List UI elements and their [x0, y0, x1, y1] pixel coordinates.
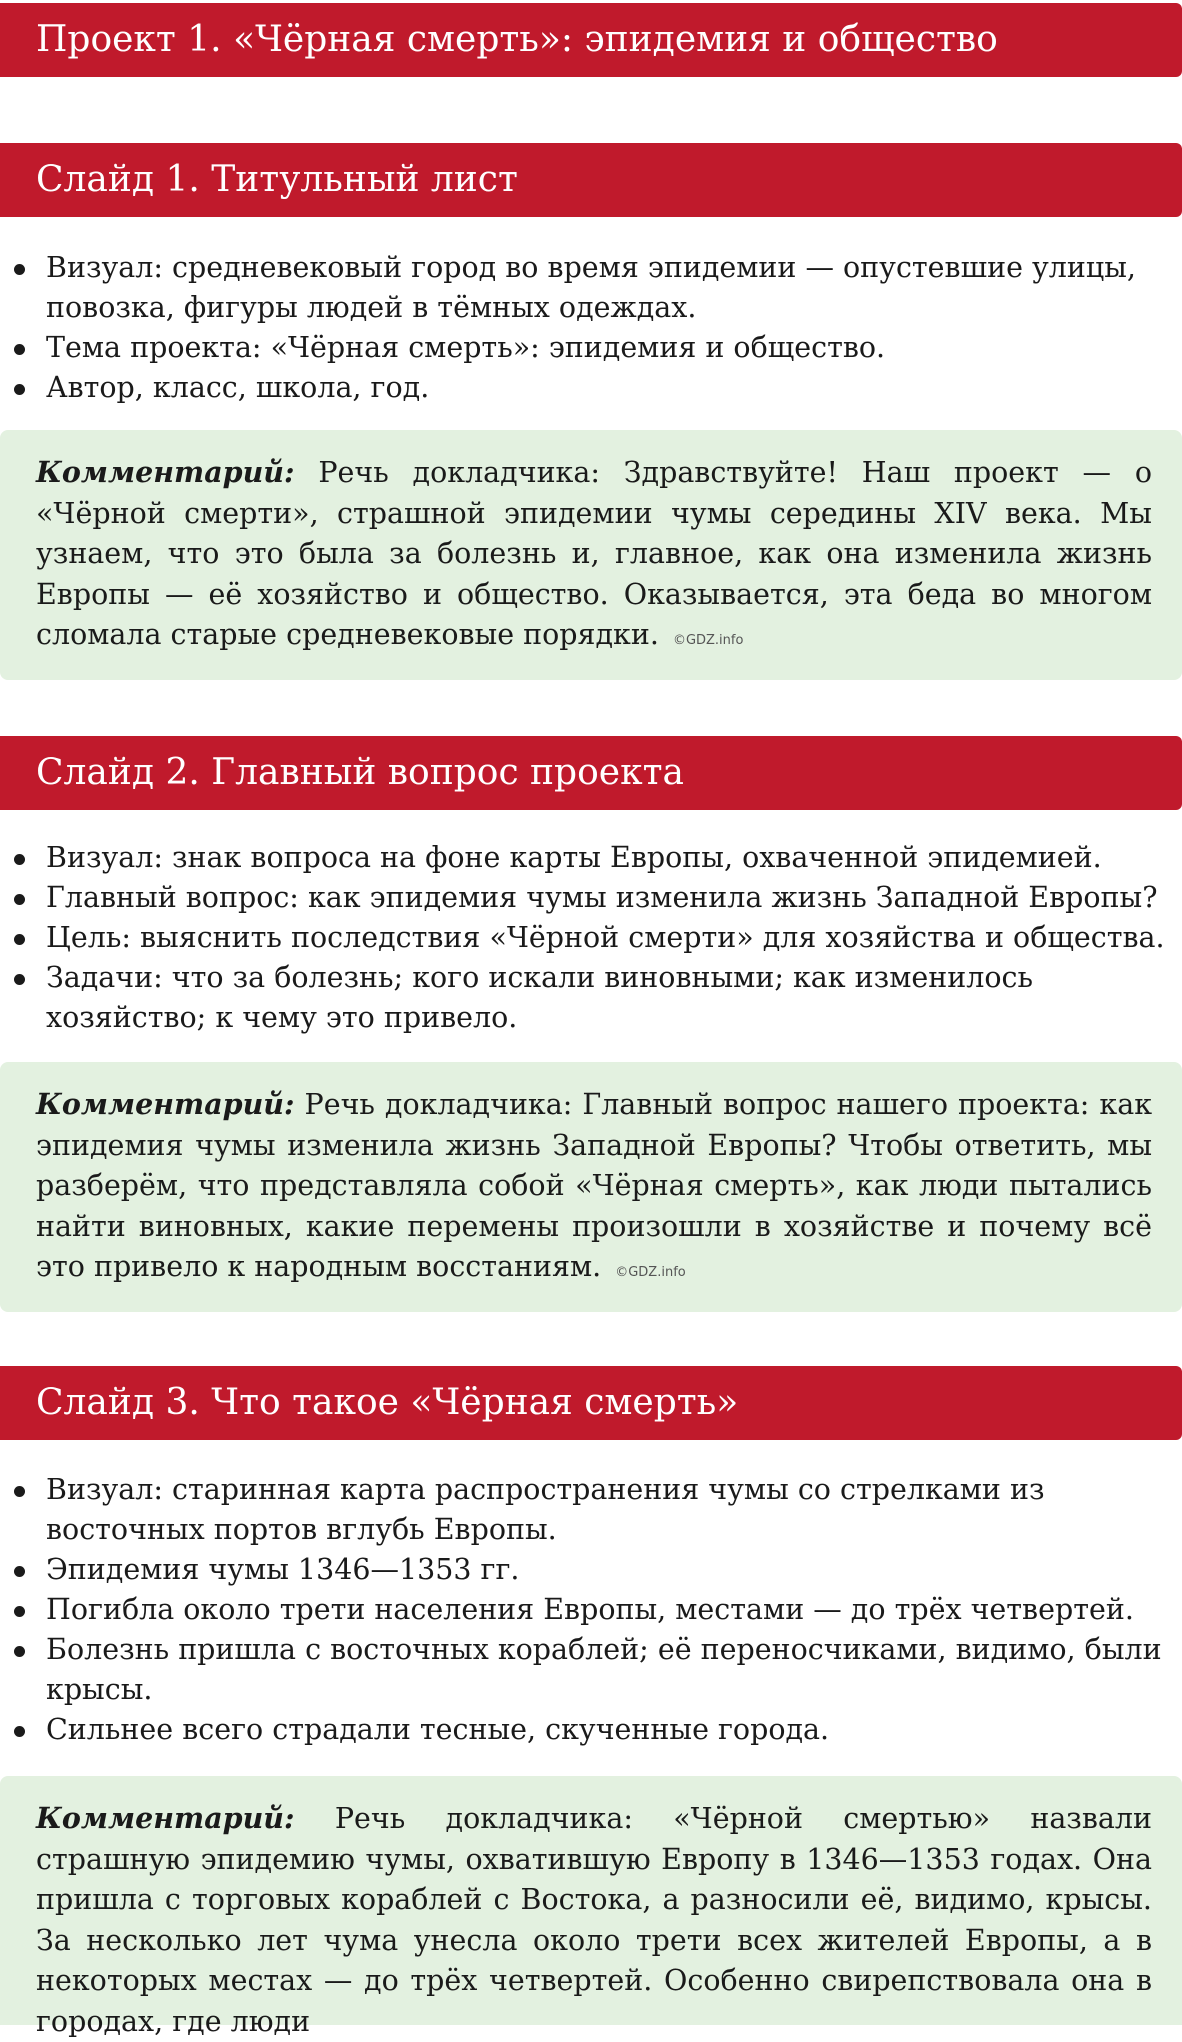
project-title: Проект 1. «Чёрная смерть»: эпидемия и общество [0, 3, 1182, 77]
slide-2-bullets [10, 838, 1178, 1038]
list-item: Визуал: средневековый город во время эпидемии — опустевшие улицы, повозка, фигуры людей в тёмных одеждах. [10, 248, 1178, 328]
slide-1-title: Слайд 1. Титульный лист [0, 143, 1182, 217]
comment-label: Комментарий: [36, 1087, 295, 1121]
slide-3-comment [0, 1776, 1182, 2038]
copyright-stamp: ©GDZ.info [615, 1265, 686, 1280]
slide-3-bullets [10, 1470, 1178, 1750]
list-item: Визуал: старинная карта распространения чумы со стрелками из восточных портов вглубь Европы. [10, 1470, 1178, 1550]
list-item: Визуал: знак вопроса на фоне карты Европы, охваченной эпидемией. [10, 838, 1178, 878]
comment-text: Речь докладчика: «Чёрной смертью» назвали страшную эпидемию чумы, охватившую Европу в 1346—1353 годах. Она пришла с торговых кораблей с Востока, а разносили её, видимо, крысы. За несколько лет чума унесла около трети всех жителей Европы, а в некоторых местах — до трёх четвертей. Особенно свирепствовала она в городах, где люди [36, 1802, 1152, 2038]
slide-2-title: Слайд 2. Главный вопрос проекта [0, 736, 1182, 810]
comment-label: Комментарий: [36, 455, 295, 489]
slide-1-comment [0, 430, 1182, 680]
comment-label: Комментарий: [36, 1801, 295, 1835]
list-item: Болезнь пришла с восточных кораблей; её переносчиками, видимо, были крысы. [10, 1630, 1178, 1710]
slide-2-comment [0, 1062, 1182, 1312]
comment-text: Речь докладчика: Здравствуйте! Наш проект — о «Чёрной смерти», страшной эпидемии чумы середины XIV века. Мы узнаем, что это была за болезнь и, главное, как она изменила жизнь Европы — её хозяйство и общество. Оказывается, эта беда во многом сломала старые средневековые порядки. [36, 456, 1153, 651]
slide-3-title: Слайд 3. Что такое «Чёрная смерть» [0, 1366, 1182, 1440]
slide-1-bullets [10, 248, 1178, 408]
list-item: Главный вопрос: как эпидемия чумы изменила жизнь Западной Европы? [10, 878, 1178, 918]
list-item: Погибла около трети населения Европы, местами — до трёх четвертей. [10, 1590, 1178, 1630]
list-item: Автор, класс, школа, год. [10, 368, 1178, 408]
comment-text: Речь докладчика: Главный вопрос нашего проекта: как эпидемия чумы изменила жизнь Западной Европы? Чтобы ответить, мы разберём, что представляла собой «Чёрная смерть», как люди пытались найти виновных, какие перемены произошли в хозяйстве и почему всё это привело к народным восстаниям. [36, 1088, 1153, 1283]
list-item: Сильнее всего страдали тесные, скученные города. [10, 1710, 1178, 1750]
list-item: Цель: выяснить последствия «Чёрной смерти» для хозяйства и общества. [10, 918, 1178, 958]
list-item: Эпидемия чумы 1346—1353 гг. [10, 1550, 1178, 1590]
copyright-stamp: ©GDZ.info [672, 633, 744, 648]
list-item: Тема проекта: «Чёрная смерть»: эпидемия и общество. [10, 328, 1178, 368]
list-item: Задачи: что за болезнь; кого искали виновными; как изменилось хозяйство; к чему это привело. [10, 958, 1178, 1038]
